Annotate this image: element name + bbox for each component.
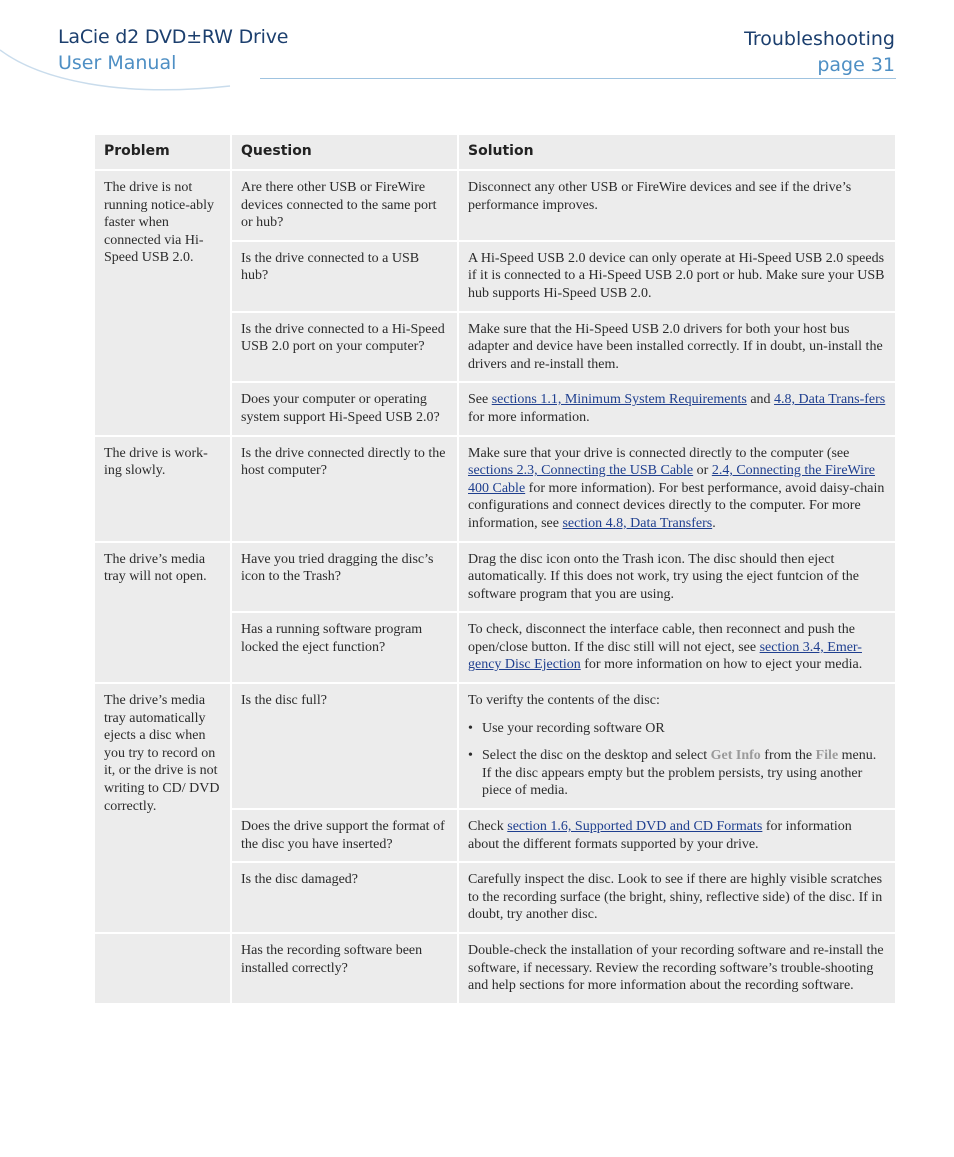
question-cell: Is the drive connected to a USB hub? [231,241,458,312]
solution-cell: A Hi-Speed USB 2.0 device can only operate at Hi-Speed USB 2.0 speeds if it is connected to a Hi-Speed USB 2.0 port or hub. Make sure your USB hub supports Hi-Speed USB 2.0. [458,241,896,312]
page-number: page 31 [817,54,895,76]
problem-cell: The drive’s media tray will not open. [94,542,231,684]
question-cell: Is the drive connected directly to the host computer? [231,436,458,542]
solution-cell [458,809,896,862]
solution-text: for more information). For best performance, avoid daisy-chain configurations and connect devices directly to the computer. For more information, see [468,480,885,531]
link-connecting-usb-cable[interactable]: sections 2.3, Connecting the USB Cable [468,463,694,479]
question-cell: Has the recording software been installed correctly? [231,933,458,1004]
menu-label-file: File [815,748,839,764]
solution-text: for more information on how to eject your media. [580,657,863,673]
solution-text: from the [760,748,816,764]
column-header-solution: Solution [458,134,896,170]
question-cell: Are there other USB or FireWire devices connected to the same port or hub? [231,170,458,241]
problem-cell: The drive’s media tray automatically ejects a disc when you try to record on it, or the drive is not writing to CD/ DVD correctly. [94,683,231,933]
table-row [94,542,896,613]
product-title: LaCie d2 DVD±RW Drive [58,26,289,48]
question-cell: Is the disc full? [231,683,458,809]
link-data-transfers[interactable]: 4.8, Data Trans-fers [774,392,886,408]
question-cell: Is the drive connected to a Hi-Speed USB 2.0 port on your computer? [231,312,458,383]
solution-cell: Drag the disc icon onto the Trash icon. The disc should then eject automatically. If this does not work, try using the eject funtcion of the software program that you are using. [458,542,896,613]
solution-text: To verifty the contents of the disc: [468,693,660,709]
solution-text: See [468,392,492,408]
link-minimum-system-requirements[interactable]: sections 1.1, Minimum System Requirements [491,392,747,408]
question-cell: Has a running software program locked the eject function? [231,612,458,683]
question-cell: Is the disc damaged? [231,862,458,933]
solution-text: Check [468,819,508,835]
problem-cell: The drive is work-ing slowly. [94,436,231,542]
link-section-data-transfers[interactable]: section 4.8, Data Transfers [562,515,713,531]
column-header-question: Question [231,134,458,170]
question-cell: Does the drive support the format of the disc you have inserted? [231,809,458,862]
page-header [0,0,954,100]
question-cell: Does your computer or operating system support Hi-Speed USB 2.0? [231,382,458,435]
table-header-row [94,134,896,170]
solution-text: for information about the different formats supported by your drive. [468,819,852,852]
solution-text: Make sure that your drive is connected directly to the computer (see [468,445,850,461]
problem-cell: The drive is not running notice-ably faster when connected via Hi-Speed USB 2.0. [94,170,231,436]
document-type: User Manual [58,52,177,74]
link-emergency-disc-ejection[interactable]: section 3.4, Emer-gency Disc Ejection [468,639,862,673]
troubleshooting-table [93,133,897,1005]
solution-text: menu. If the disc appears empty but the problem persists, try using another piece of media. [482,748,877,799]
table-row [94,170,896,241]
solution-text: and [746,392,775,408]
menu-label-get-info: Get Info [710,748,761,764]
bullet-item: • Use your recording software OR [482,720,886,738]
solution-text: To check, disconnect the interface cable, then reconnect and push the open/close button. If the disc still will not eject, see [468,622,855,655]
question-cell: Have you tried dragging the disc’s icon to the Trash? [231,542,458,613]
bullet-item [482,747,886,800]
solution-text: Select the disc on the desktop and select [482,748,711,764]
table-row [94,933,896,1004]
solution-cell [458,683,896,809]
section-title: Troubleshooting [744,28,895,50]
solution-cell [458,436,896,542]
link-supported-formats[interactable]: section 1.6, Supported DVD and CD Formats [507,819,763,835]
link-connecting-firewire-cable[interactable]: 2.4, Connecting the FireWire 400 Cable [468,463,875,496]
table-row [94,436,896,542]
solution-cell: Disconnect any other USB or FireWire devices and see if the drive’s performance improves. [458,170,896,241]
table-row [94,683,896,809]
solution-cell: Carefully inspect the disc. Look to see if there are highly visible scratches to the recording surface (the bright, shiny, reflective side) of the disc. If in doubt, try another disc. [458,862,896,933]
column-header-problem: Problem [94,134,231,170]
solution-cell [458,382,896,435]
solution-cell [458,612,896,683]
solution-text: or [693,463,712,479]
problem-cell [94,933,231,1004]
solution-text: . [712,515,716,531]
solution-cell: Double-check the installation of your recording software and re-install the software, if necessary. Review the recording software’s trouble-shooting and help sections for more information about the recording software. [458,933,896,1004]
bullet-list [468,720,886,800]
solution-text: for more information. [468,409,590,425]
header-rule [260,78,896,79]
solution-cell: Make sure that the Hi-Speed USB 2.0 drivers for both your host bus adapter and device have been installed correctly. If in doubt, un-install the drivers and re-install them. [458,312,896,383]
